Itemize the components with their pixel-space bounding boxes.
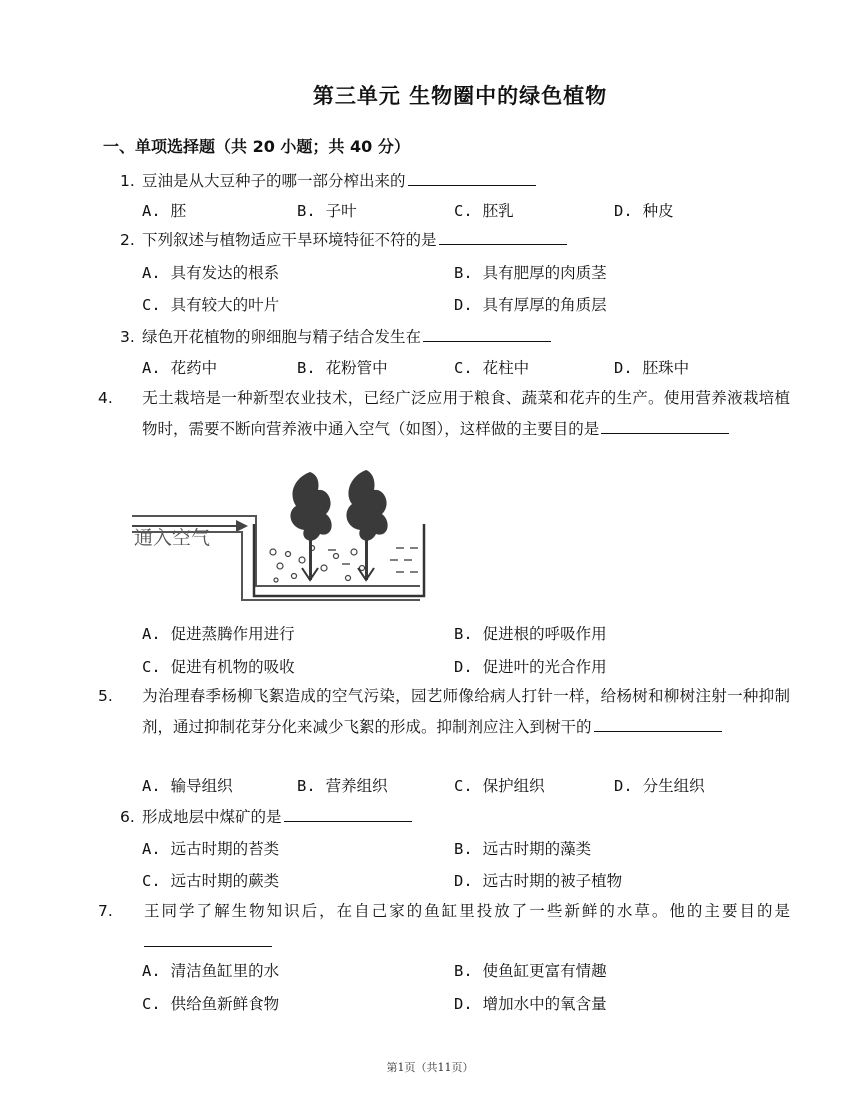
question-text: 为治理春季杨柳飞絮造成的空气污染，园艺师像给病人打针一样，给杨树和柳树注射一种抑制剂，通过抑制花芽分化来减少飞絮的形成。抑制剂应注入到树干的 bbox=[142, 687, 790, 736]
option-b: B. 使鱼缸更富有情趣 bbox=[454, 962, 607, 980]
option-c: C. 胚乳 bbox=[454, 202, 514, 220]
option-c: C. 花柱中 bbox=[454, 359, 530, 377]
question-4 bbox=[98, 383, 790, 445]
question-3 bbox=[120, 322, 768, 353]
page-title: 第三单元 生物圈中的绿色植物 bbox=[312, 83, 608, 108]
answer-blank bbox=[601, 418, 729, 434]
option-b: B. 花粉管中 bbox=[297, 359, 388, 377]
figure-label: 通入空气 bbox=[134, 527, 211, 549]
option-a: A. 远古时期的苔类 bbox=[142, 840, 280, 858]
question-text: 无土栽培是一种新型农业技术，已经广泛应用于粮食、蔬菜和花卉的生产。使用营养液栽培植物时，需要不断向营养液中通入空气（如图），这样做的主要目的是 bbox=[142, 389, 790, 438]
hydroponics-figure bbox=[128, 468, 428, 614]
option-b: B. 具有肥厚的肉质茎 bbox=[454, 264, 607, 282]
question-number: 3. bbox=[120, 328, 135, 346]
option-d: D. 具有厚厚的角质层 bbox=[454, 296, 607, 314]
question-text: 王同学了解生物知识后，在自己家的鱼缸里投放了一些新鲜的水草。他的主要目的是 bbox=[142, 902, 790, 920]
question-5 bbox=[98, 681, 790, 743]
question-1 bbox=[120, 166, 768, 197]
option-a: A. 促进蒸腾作用进行 bbox=[142, 625, 295, 643]
question-6 bbox=[120, 802, 768, 833]
question-2 bbox=[120, 225, 768, 256]
question-text: 下列叙述与植物适应干旱环境特征不符的是 bbox=[142, 231, 437, 249]
answer-blank bbox=[408, 170, 536, 186]
page-footer: 第1页（共11页） bbox=[386, 1061, 474, 1074]
question-number: 2. bbox=[120, 231, 135, 249]
option-d: D. 促进叶的光合作用 bbox=[454, 658, 607, 676]
answer-blank bbox=[594, 716, 722, 732]
option-c: C. 具有较大的叶片 bbox=[142, 296, 280, 314]
answer-blank bbox=[144, 931, 272, 947]
option-a: A. 具有发达的根系 bbox=[142, 264, 280, 282]
option-a: A. 清洁鱼缸里的水 bbox=[142, 962, 280, 980]
answer-blank bbox=[423, 326, 551, 342]
option-d: D. 增加水中的氧含量 bbox=[454, 995, 607, 1013]
question-number: 7. bbox=[98, 902, 113, 920]
section-heading: 一、单项选择题（共 20 小题；共 40 分） bbox=[103, 137, 410, 156]
option-b: B. 子叶 bbox=[297, 202, 357, 220]
arrow-icon bbox=[236, 520, 248, 532]
option-c: C. 供给鱼新鲜食物 bbox=[142, 995, 280, 1013]
plant-icon bbox=[290, 472, 331, 580]
plant-icon bbox=[346, 470, 387, 580]
option-d: D. 远古时期的被子植物 bbox=[454, 872, 623, 890]
option-d: D. 种皮 bbox=[614, 202, 674, 220]
question-number: 1. bbox=[120, 172, 135, 190]
option-b: B. 营养组织 bbox=[297, 777, 388, 795]
option-d: D. 分生组织 bbox=[614, 777, 705, 795]
question-number: 4. bbox=[98, 389, 113, 407]
question-number: 5. bbox=[98, 687, 113, 705]
option-a: A. 胚 bbox=[142, 202, 187, 220]
option-c: C. 保护组织 bbox=[454, 777, 545, 795]
question-number: 6. bbox=[120, 808, 135, 826]
answer-blank bbox=[439, 229, 567, 245]
answer-blank bbox=[284, 806, 412, 822]
question-text: 豆油是从大豆种子的哪一部分榨出来的 bbox=[142, 172, 406, 190]
option-a: A. 花药中 bbox=[142, 359, 218, 377]
option-d: D. 胚珠中 bbox=[614, 359, 690, 377]
question-7 bbox=[98, 896, 790, 958]
option-b: B. 促进根的呼吸作用 bbox=[454, 625, 607, 643]
option-c: C. 促进有机物的吸收 bbox=[142, 658, 295, 676]
option-c: C. 远古时期的蕨类 bbox=[142, 872, 280, 890]
option-a: A. 输导组织 bbox=[142, 777, 233, 795]
option-b: B. 远古时期的藻类 bbox=[454, 840, 592, 858]
question-text: 形成地层中煤矿的是 bbox=[142, 808, 282, 826]
question-text: 绿色开花植物的卵细胞与精子结合发生在 bbox=[142, 328, 422, 346]
